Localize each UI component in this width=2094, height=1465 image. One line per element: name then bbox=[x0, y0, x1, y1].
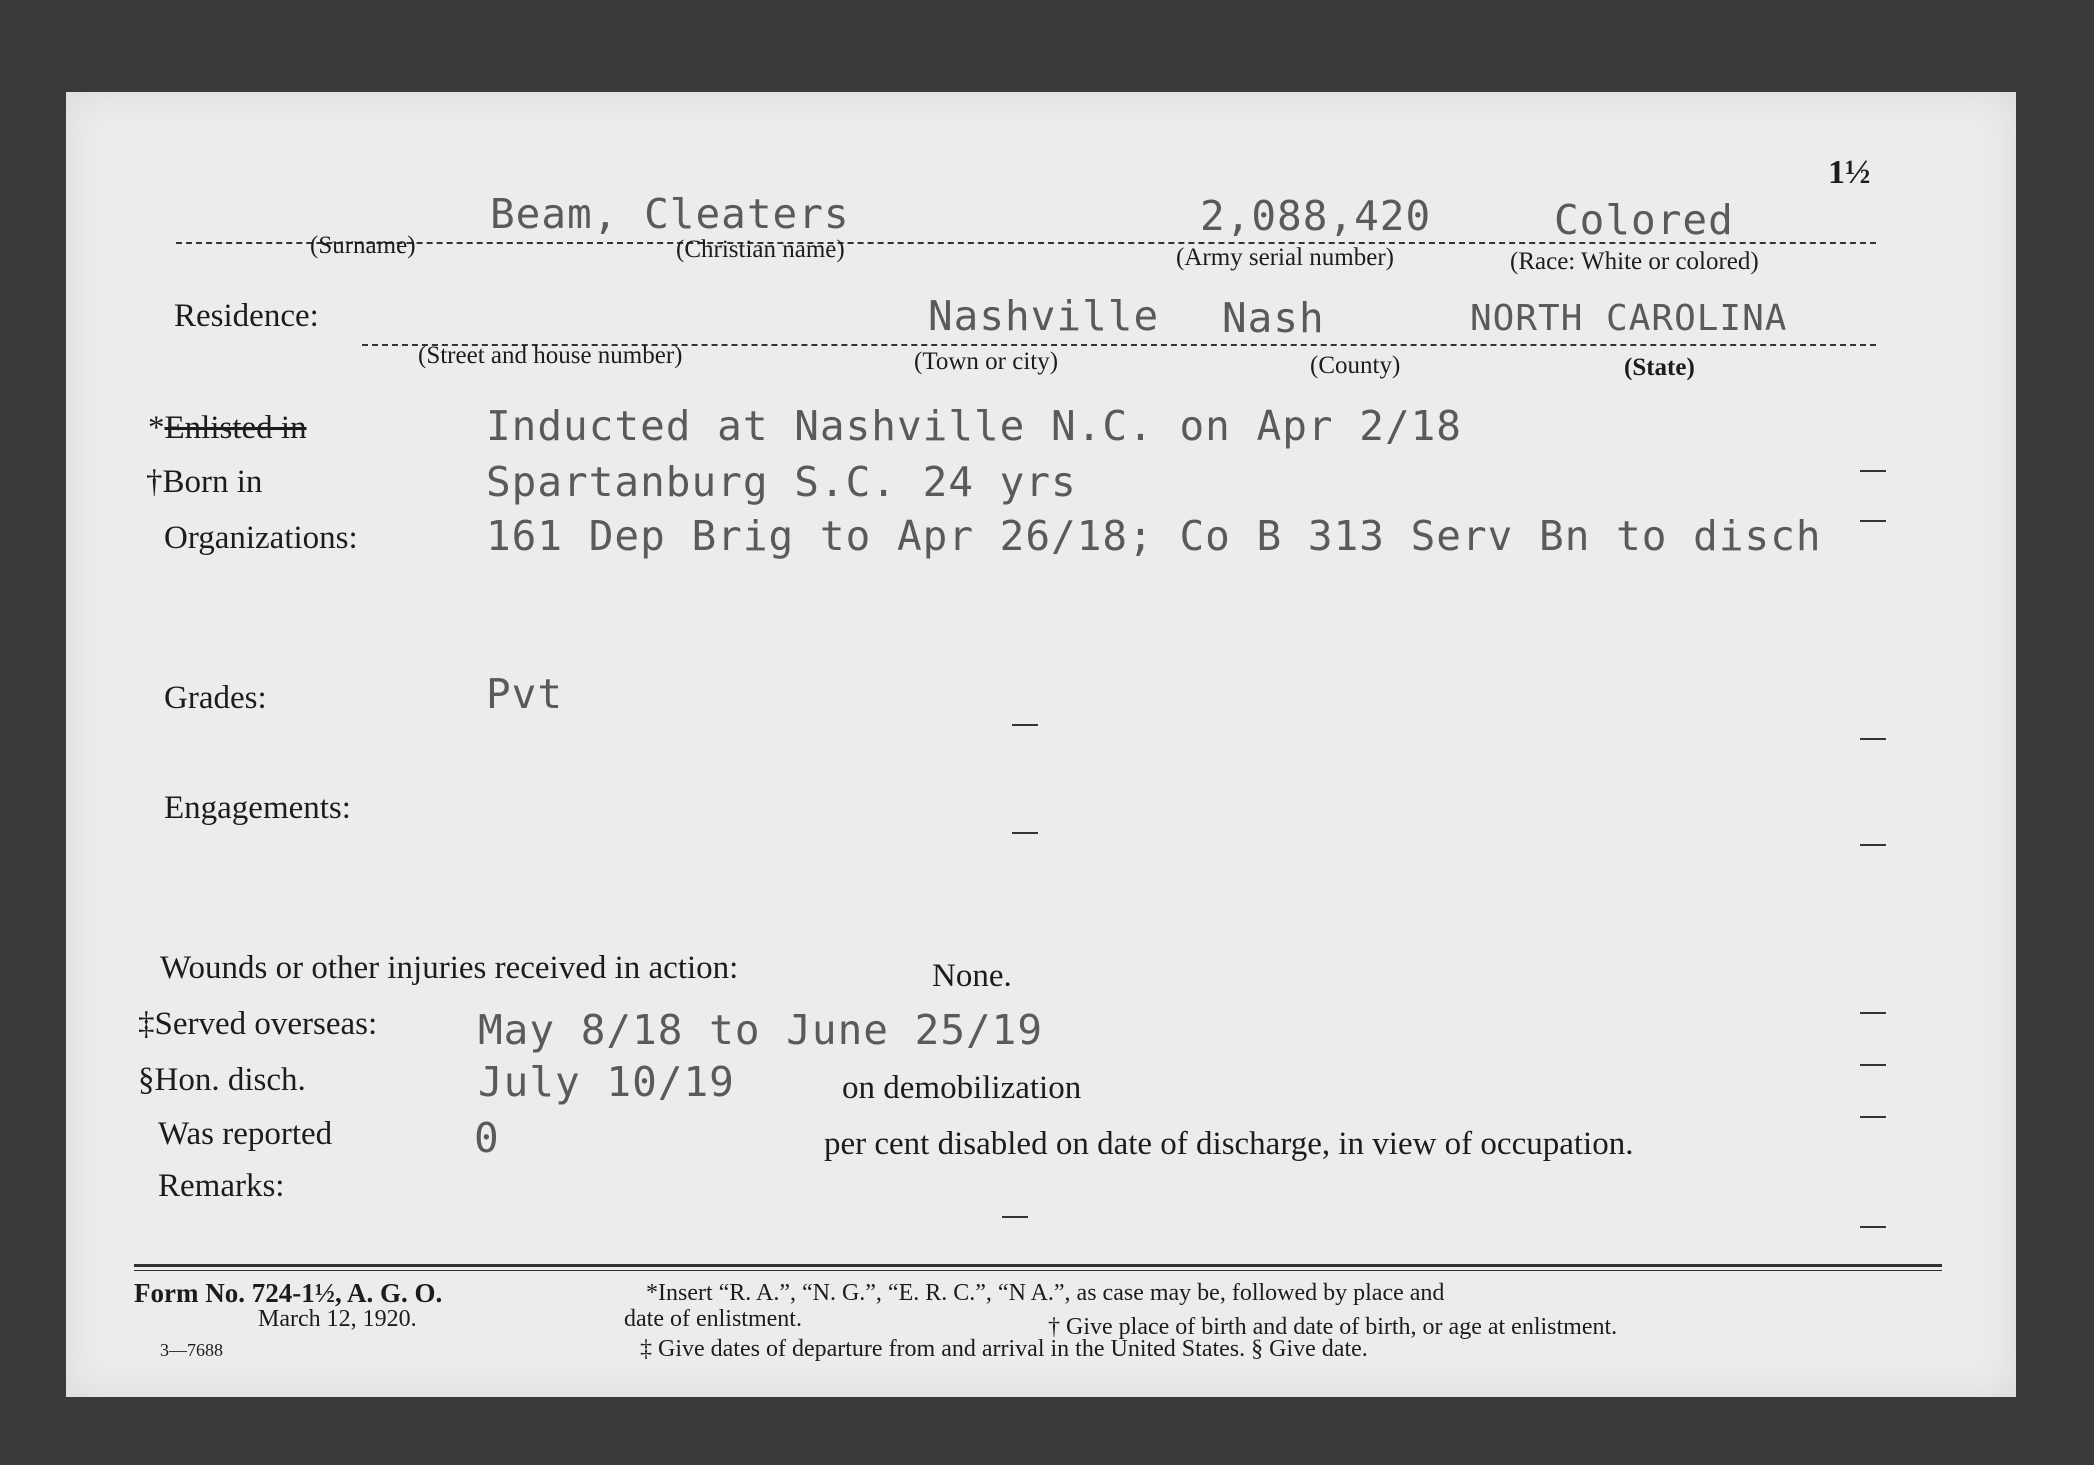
form-number: Form No. 724-1½, A. G. O. bbox=[134, 1278, 443, 1308]
center-dash bbox=[1002, 1216, 1028, 1218]
margin-dash bbox=[1860, 470, 1886, 472]
enlisted-label bbox=[148, 410, 307, 447]
christian-name-caption: (Christian name) bbox=[676, 236, 845, 263]
margin-dash bbox=[1860, 738, 1886, 740]
margin-dash bbox=[1860, 1064, 1886, 1066]
street-caption: (Street and house number) bbox=[418, 342, 683, 369]
serial-caption: (Army serial number) bbox=[1176, 244, 1394, 271]
state-caption: (State) bbox=[1624, 354, 1695, 381]
residence-label: Residence: bbox=[174, 298, 319, 334]
town-value: Nashville bbox=[928, 292, 1160, 340]
county-value: Nash bbox=[1222, 294, 1325, 342]
overseas-value: May 8/18 to June 25/19 bbox=[478, 1006, 1044, 1054]
reported-value: 0 bbox=[474, 1114, 500, 1162]
footnote-overseas: ‡ Give dates of departure from and arrival in the United States. § Give date. bbox=[640, 1336, 1368, 1362]
town-caption: (Town or city) bbox=[914, 348, 1059, 375]
print-code: 3—7688 bbox=[160, 1340, 223, 1360]
reported-note: per cent disabled on date of discharge, in view of occupation. bbox=[824, 1126, 1634, 1162]
margin-dash bbox=[1860, 844, 1886, 846]
wounds-label: Wounds or other injuries received in action: bbox=[160, 950, 739, 986]
card-number: 1½ bbox=[1828, 154, 1871, 191]
enlisted-label-text: Enlisted in bbox=[164, 410, 307, 446]
service-record-card bbox=[66, 92, 2016, 1397]
county-caption: (County) bbox=[1310, 352, 1401, 379]
wounds-value: None. bbox=[932, 958, 1012, 994]
form-date: March 12, 1920. bbox=[258, 1306, 417, 1332]
enlisted-value: Inducted at Nashville N.C. on Apr 2/18 bbox=[486, 402, 1462, 450]
reported-label: Was reported bbox=[158, 1116, 333, 1152]
footer-rule bbox=[134, 1264, 1942, 1267]
margin-dash bbox=[1860, 1012, 1886, 1014]
footnote-birth: † Give place of birth and date of birth, or age at enlistment. bbox=[1048, 1314, 1618, 1340]
margin-dash bbox=[1860, 1226, 1886, 1228]
born-label: †Born in bbox=[146, 464, 263, 500]
center-dash bbox=[1012, 832, 1038, 834]
organizations-label: Organizations: bbox=[164, 520, 358, 556]
born-value: Spartanburg S.C. 24 yrs bbox=[486, 458, 1077, 506]
footnote-insert: *Insert “R. A.”, “N. G.”, “E. R. C.”, “N A.”, as case may be, followed by place and bbox=[646, 1280, 1445, 1306]
serial-value: 2,088,420 bbox=[1200, 192, 1432, 240]
discharge-label: §Hon. disch. bbox=[138, 1062, 306, 1098]
margin-dash bbox=[1860, 1116, 1886, 1118]
grades-value: Pvt bbox=[486, 670, 564, 718]
name-value: Beam, Cleaters bbox=[490, 190, 850, 238]
surname-caption: (Surname) bbox=[310, 232, 416, 259]
footer-rule-thin bbox=[134, 1270, 1942, 1271]
discharge-note: on demobilization bbox=[842, 1070, 1082, 1106]
margin-dash bbox=[1860, 520, 1886, 522]
organizations-value: 161 Dep Brig to Apr 26/18; Co B 313 Serv Bn to disch bbox=[486, 512, 1822, 560]
remarks-label: Remarks: bbox=[158, 1168, 285, 1204]
race-value: Colored bbox=[1554, 196, 1734, 244]
center-dash bbox=[1012, 724, 1038, 726]
grades-label: Grades: bbox=[164, 680, 267, 716]
enlisted-mark: * bbox=[148, 410, 165, 446]
footnote-enlistment-date: date of enlistment. bbox=[624, 1306, 802, 1332]
state-value: NORTH CAROLINA bbox=[1470, 298, 1788, 339]
engagements-label: Engagements: bbox=[164, 790, 351, 826]
overseas-label: ‡Served overseas: bbox=[138, 1006, 378, 1042]
discharge-value: July 10/19 bbox=[478, 1058, 735, 1106]
race-caption: (Race: White or colored) bbox=[1510, 248, 1759, 275]
